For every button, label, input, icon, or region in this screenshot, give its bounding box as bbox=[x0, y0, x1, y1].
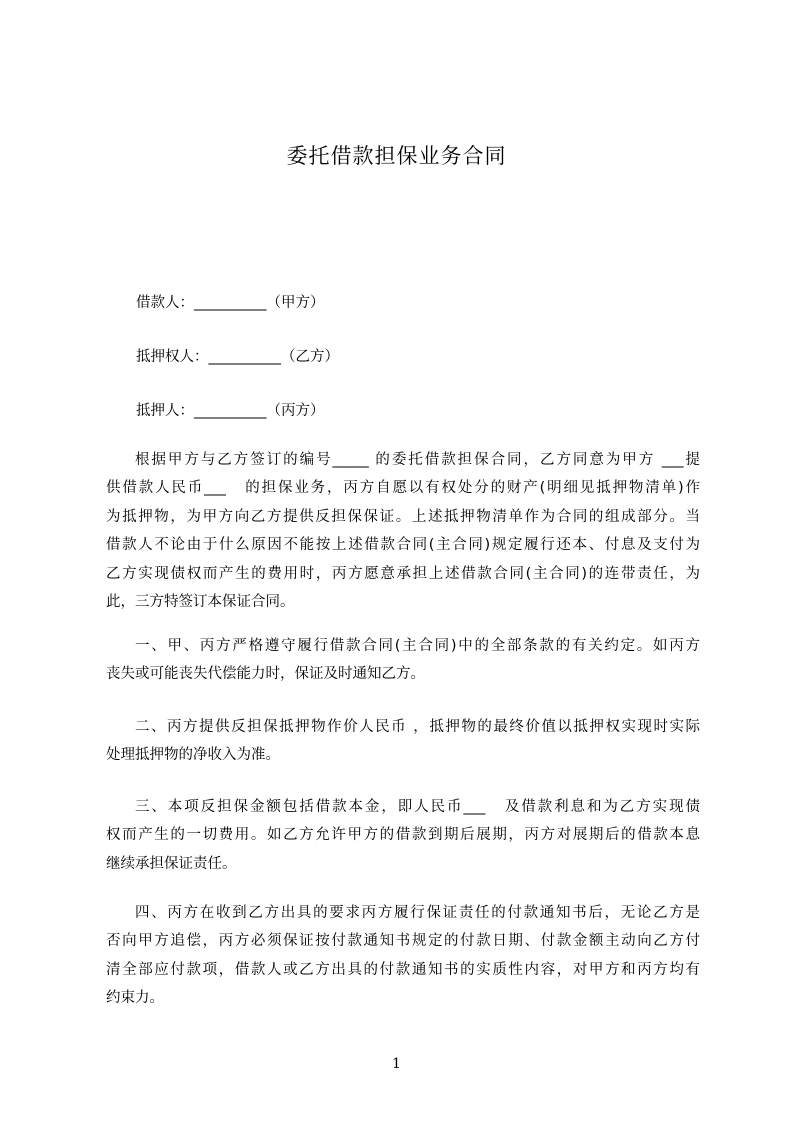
clause-3-paragraph bbox=[106, 793, 700, 878]
clause-3-line: 继续承担保证责任。 bbox=[106, 855, 237, 872]
clause-4-line: 约束力。 bbox=[106, 990, 164, 1007]
intro-line: 为抵押物，为甲方向乙方提供反担保保证。上述抵押物清单作为合同的组成部分。当 bbox=[106, 508, 700, 525]
clause-3-line: 权而产生的一切费用。如乙方允许甲方的借款到期后展期，丙方对展期后的借款本息 bbox=[106, 827, 700, 844]
intro-paragraph bbox=[106, 446, 700, 616]
clause-1-line: 丧失或可能丧失代偿能力时，保证及时通知乙方。 bbox=[106, 666, 425, 683]
clause-1-paragraph bbox=[106, 632, 700, 689]
clause-4-paragraph bbox=[106, 899, 700, 1013]
clause-2-line: 处理抵押物的净收入为准。 bbox=[106, 747, 280, 764]
clause-3-line: 三、本项反担保金额包括借款本金，即人民币___ 及借款利息和为乙方实现债 bbox=[135, 799, 700, 815]
intro-line: 借款人不论由于什么原因不能按上述借款合同(主合同)规定履行还本、付息及支付为 bbox=[106, 537, 700, 554]
clause-2-line: 二、丙方提供反担保抵押物作价人民币 ，抵押物的最终价值以抵押权实现时实际 bbox=[135, 719, 700, 735]
clause-1-line: 一、甲、丙方严格遵守履行借款合同(主合同)中的全部条款的有关约定。如丙方 bbox=[135, 638, 700, 654]
clause-2-paragraph bbox=[106, 713, 700, 770]
document-title: 委托借款担保业务合同 bbox=[286, 144, 507, 168]
page-number: 1 bbox=[392, 1056, 401, 1072]
intro-line: 乙方实现债权而产生的费用时，丙方愿意承担上述借款合同(主合同)的连带责任，为 bbox=[106, 565, 700, 582]
party-mortgagee: 抵押权人：__________（乙方） bbox=[136, 349, 339, 365]
intro-line: 此，三方特签订本保证合同。 bbox=[106, 594, 295, 611]
party-borrower: 借款人：__________（甲方） bbox=[136, 295, 325, 311]
clause-4-line: 否向甲方追偿，丙方必须保证按付款通知书规定的付款日期、付款金额主动向乙方付 bbox=[106, 933, 700, 950]
party-mortgagor: 抵押人：__________（丙方） bbox=[136, 403, 325, 419]
clause-4-line: 清全部应付款项，借款人或乙方出具的付款通知书的实质性内容，对甲方和丙方均有 bbox=[106, 961, 700, 978]
intro-line: 根据甲方与乙方签订的编号_____ 的委托借款担保合同，乙方同意为甲方 ___提 bbox=[135, 452, 700, 468]
clause-4-line: 四、丙方在收到乙方出具的要求丙方履行保证责任的付款通知书后，无论乙方是 bbox=[135, 905, 700, 921]
intro-line: 供借款人民币___ 的担保业务，丙方自愿以有权处分的财产(明细见抵押物清单)作 bbox=[106, 480, 700, 497]
